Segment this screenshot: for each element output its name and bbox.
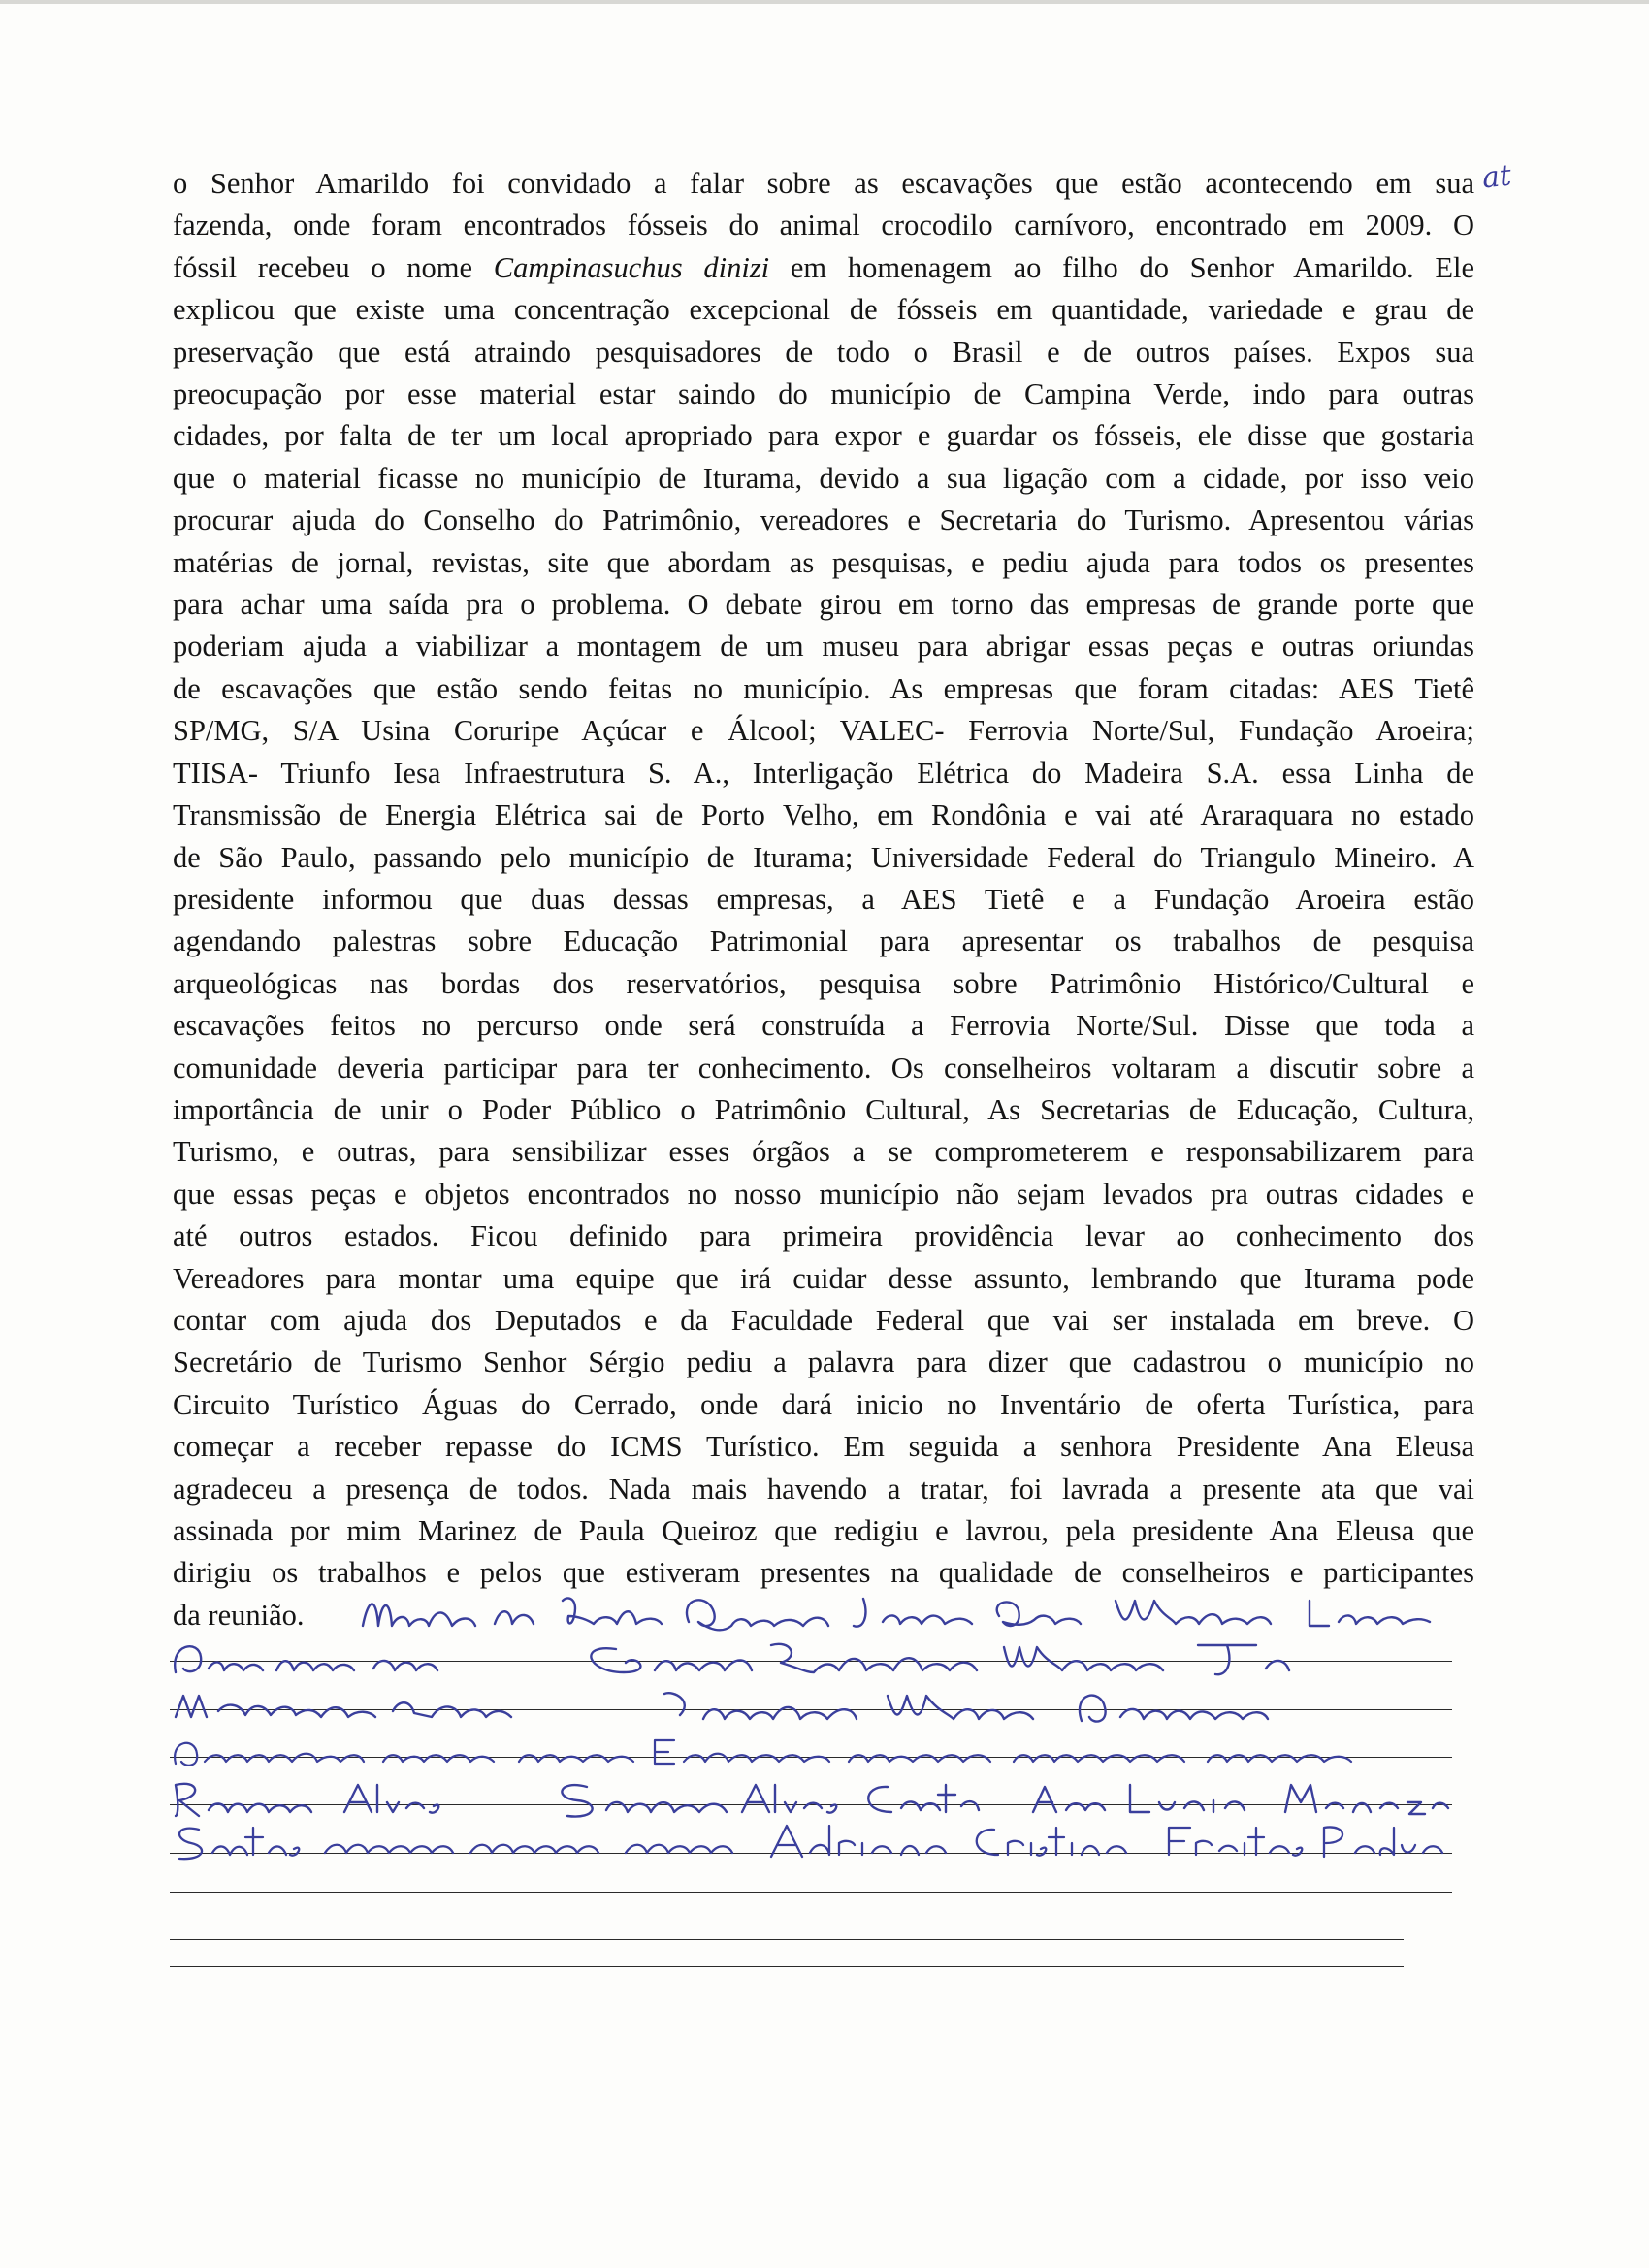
text-line: para achar uma saída pra o problema. O debate girou em torno das empresas de grande porte que <box>173 588 1474 622</box>
text-line: Transmissão de Energia Elétrica sai de Porto Velho, em Rondônia e vai até Araraquara no estado <box>173 798 1474 832</box>
signature-scribble <box>170 1816 1450 1874</box>
scan-edge <box>0 0 1649 4</box>
margin-initials: at <box>1480 158 1513 196</box>
text-line: escavações feitos no percurso onde será construída a Ferrovia Norte/Sul. Disse que toda a <box>173 1009 1474 1043</box>
text-line: de São Paulo, passando pelo município de Iturama; Universidade Federal do Triangulo Mineiro. A <box>173 840 1474 874</box>
ruled-line <box>170 1892 1452 1893</box>
text-line: que essas peças e objetos encontrados no nosso município não sejam levados pra outras cidades e <box>173 1177 1474 1211</box>
text-line: Turismo, e outras, para sensibilizar esses órgãos a se comprometerem e responsabilizarem para <box>173 1135 1474 1169</box>
text-line: comunidade deveria participar para ter conhecimento. Os conselheiros voltaram a discutir sobre a <box>173 1051 1474 1085</box>
text-line: fazenda, onde foram encontrados fósseis do animal crocodilo carnívoro, encontrado em 2009. O <box>173 209 1474 243</box>
text-line: assinada por mim Marinez de Paula Queiroz que redigiu e lavrou, pela presidente Ana Eleusa que <box>173 1514 1474 1547</box>
text-line: até outros estados. Ficou definido para primeira providência levar ao conhecimento dos <box>173 1219 1474 1253</box>
text-line: o Senhor Amarildo foi convidado a falar sobre as escavações que estão acontecendo em sua <box>173 167 1474 200</box>
text-line: presidente informou que duas dessas empresas, a AES Tietê e a Fundação Aroeira estão <box>173 882 1474 916</box>
text-line: começar a receber repasse do ICMS Turístico. Em seguida a senhora Presidente Ana Eleusa <box>173 1430 1474 1464</box>
text-line: Circuito Turístico Águas do Cerrado, onde dará inicio no Inventário de oferta Turística, para <box>173 1387 1474 1421</box>
text-line: fóssil recebeu o nome Campinasuchus dinizi em homenagem ao filho do Senhor Amarildo. Ele <box>173 250 1474 284</box>
text-line: Secretário de Turismo Senhor Sérgio pediu a palavra para dizer que cadastrou o município no <box>173 1345 1474 1379</box>
text-line: poderiam ajuda a viabilizar a montagem de um museu para abrigar essas peças e outras oriundas <box>173 630 1474 664</box>
text-line: procurar ajuda do Conselho do Patrimônio, vereadores e Secretaria do Turismo. Apresentou várias <box>173 503 1474 537</box>
text-line: agradeceu a presença de todos. Nada mais havendo a tratar, foi lavrada a presente ata que vai <box>173 1472 1474 1506</box>
text-line: dirigiu os trabalhos e pelos que estiveram presentes na qualidade de conselheiros e participantes <box>173 1556 1474 1590</box>
text-line: TIISA- Triunfo Iesa Infraestrutura S. A., Interligação Elétrica do Madeira S.A. essa Linha de <box>173 756 1474 790</box>
text-line: contar com ajuda dos Deputados e da Faculdade Federal que vai ser instalada em breve. O <box>173 1303 1474 1337</box>
ruled-line <box>170 1966 1404 1967</box>
text-line: importância de unir o Poder Público o Patrimônio Cultural, As Secretarias de Educação, Cultura, <box>173 1092 1474 1126</box>
text-line: cidades, por falta de ter um local apropriado para expor e guardar os fósseis, ele disse que gostaria <box>173 419 1474 453</box>
text-line: matérias de jornal, revistas, site que abordam as pesquisas, e pediu ajuda para todos os presentes <box>173 545 1474 579</box>
text-line: da reunião. <box>173 1598 305 1632</box>
text-line: arqueológicas nas bordas dos reservatórios, pesquisa sobre Patrimônio Histórico/Cultural e <box>173 966 1474 1000</box>
ruled-line <box>170 1939 1404 1940</box>
text-line: explicou que existe uma concentração excepcional de fósseis em quantidade, variedade e grau de <box>173 293 1474 327</box>
text-line: de escavações que estão sendo feitas no município. As empresas que foram citadas: AES Tietê <box>173 671 1474 705</box>
fossil-species-name: Campinasuchus dinizi <box>493 250 770 284</box>
text-line: Vereadores para montar uma equipe que irá cuidar desse assunto, lembrando que Iturama pode <box>173 1261 1474 1295</box>
text-line: agendando palestras sobre Educação Patrimonial para apresentar os trabalhos de pesquisa <box>173 924 1474 958</box>
text-line: preocupação por esse material estar saindo do município de Campina Verde, indo para outras <box>173 377 1474 411</box>
text-line: SP/MG, S/A Usina Coruripe Açúcar e Álcool; VALEC- Ferrovia Norte/Sul, Fundação Aroeira; <box>173 714 1474 748</box>
minutes-body-text <box>173 163 1474 1636</box>
text-line: que o material ficasse no município de Iturama, devido a sua ligação com a cidade, por isso veio <box>173 461 1474 495</box>
text-line: preservação que está atraindo pesquisadores de todo o Brasil e de outros países. Expos sua <box>173 335 1474 369</box>
signature-scribble <box>170 1634 1411 1688</box>
